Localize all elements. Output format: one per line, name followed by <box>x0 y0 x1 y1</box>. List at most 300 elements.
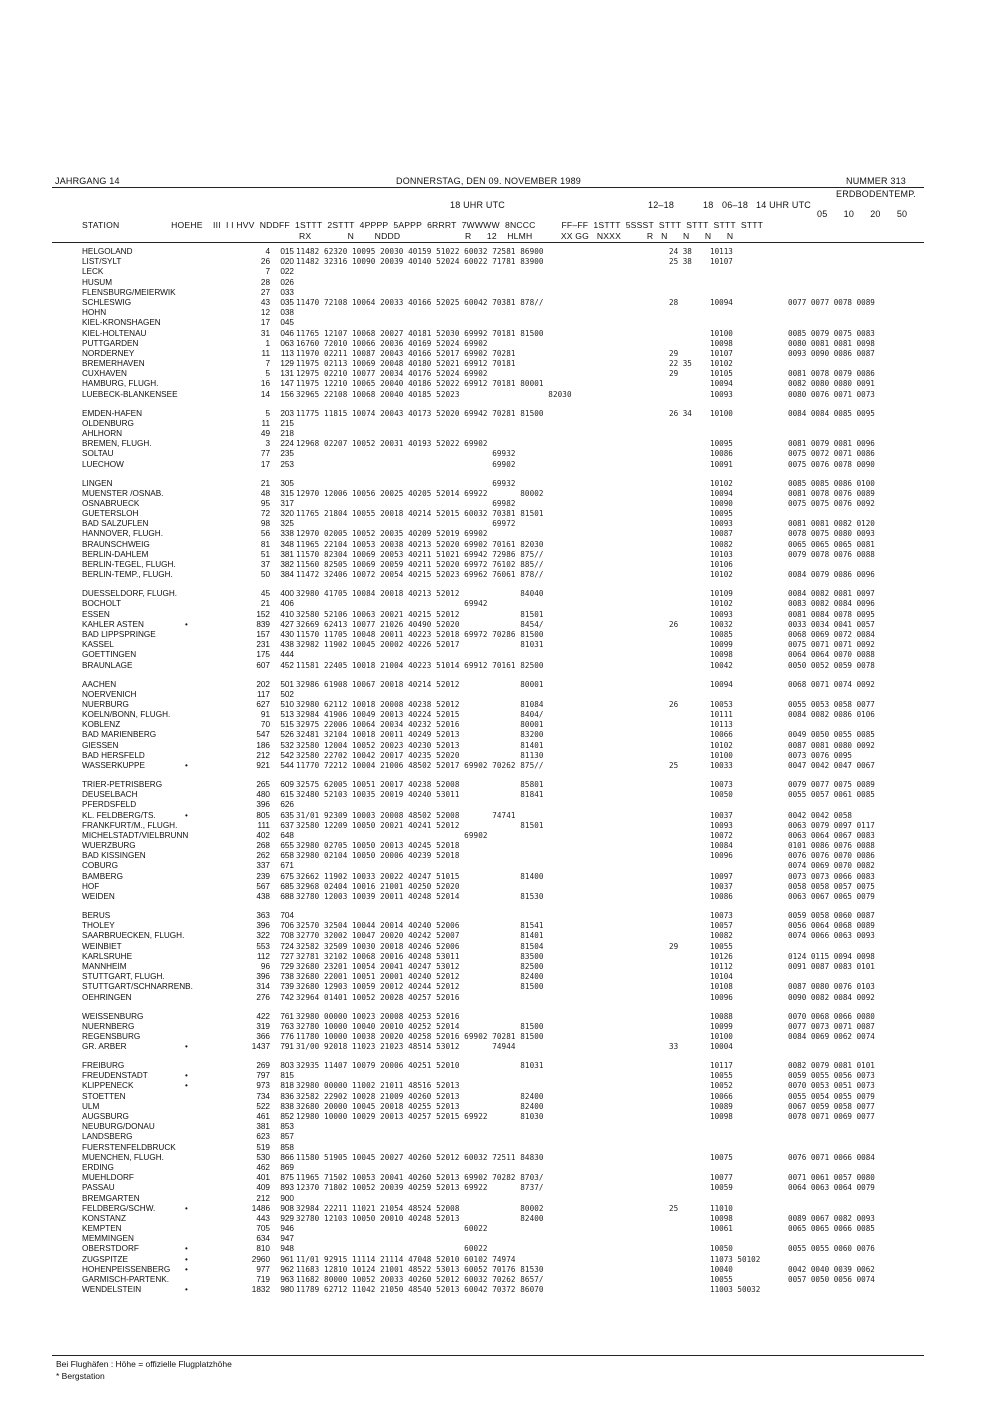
temperature-groups: 10105 <box>710 369 733 379</box>
station-row <box>82 499 912 509</box>
soil-temperatures: 0071 0061 0057 0080 <box>788 1173 875 1183</box>
temperature-groups: 10096 <box>710 851 733 861</box>
station-index: 501 <box>280 679 294 689</box>
station-index: 815 <box>280 1071 294 1081</box>
station-elevation: 438 <box>256 892 270 902</box>
station-elevation: 567 <box>256 881 270 891</box>
station-elevation: 1832 <box>251 1285 270 1295</box>
station-index: 113 <box>280 348 294 358</box>
synop-groups: 11765 12107 10068 20027 40181 52030 69992 70181 81500 <box>296 328 544 338</box>
temperature-groups: 10077 <box>710 1173 733 1183</box>
synop-groups: 69932 <box>296 449 516 459</box>
station-name: CUXHAVEN <box>82 369 127 379</box>
mountain-station-marker: • <box>185 1203 188 1213</box>
station-name: NOERVENICH <box>82 689 137 699</box>
station-elevation: 627 <box>256 699 270 709</box>
station-row <box>82 993 912 1003</box>
station-name: WEIDEN <box>82 892 115 902</box>
soil-temperatures: 0081 0078 0079 0086 <box>788 369 875 379</box>
station-name: AHLHORN <box>82 428 123 438</box>
station-elevation: 396 <box>256 800 270 810</box>
station-row <box>82 278 912 288</box>
synop-groups: 12970 12006 10056 20025 40205 52014 69922 80002 <box>296 488 544 498</box>
soil-temperatures: 0078 0075 0080 0093 <box>788 529 875 539</box>
station-index: 962 <box>280 1264 294 1274</box>
temperature-groups: 10084 <box>710 841 733 851</box>
station-row <box>82 519 912 529</box>
header-rule <box>52 187 924 188</box>
station-elevation: 49 <box>260 428 270 438</box>
station-elevation: 70 <box>260 720 270 730</box>
temperature-groups: 10098 <box>710 338 733 348</box>
station-row <box>82 329 912 339</box>
synop-groups: 32781 32102 10068 20016 40248 53011 83500 <box>296 951 544 961</box>
soil-temperatures: 0049 0050 0055 0085 <box>788 730 875 740</box>
station-index: 866 <box>280 1152 294 1162</box>
soil-temperatures: 0056 0064 0068 0089 <box>788 921 875 931</box>
soil-temperatures: 0079 0077 0075 0089 <box>788 779 875 789</box>
station-name: ZUGSPITZE <box>82 1254 128 1264</box>
station-row <box>82 390 912 400</box>
synop-groups: 11789 62712 11042 21050 48540 52013 60042 70372 86070 <box>296 1285 544 1295</box>
temperature-groups: 10073 <box>710 911 733 921</box>
station-name: WUERZBURG <box>82 841 136 851</box>
synop-groups: 11683 12810 10124 21001 48522 53013 60052 70176 81530 <box>296 1264 544 1274</box>
station-index: 235 <box>280 449 294 459</box>
station-row <box>82 610 912 620</box>
wind-gust-groups: 26 <box>669 619 679 629</box>
station-index: 045 <box>280 318 294 328</box>
soil-temperatures: 0059 0058 0060 0087 <box>788 911 875 921</box>
station-name: HOF <box>82 881 100 891</box>
station-elevation: 396 <box>256 972 270 982</box>
station-name: FLENSBURG/MEIERWIK <box>82 287 176 297</box>
synop-groups: 32980 41705 10084 20018 40213 52012 84040 <box>296 589 544 599</box>
soil-temperatures: 0055 0055 0060 0076 <box>788 1244 875 1254</box>
soil-temperatures: 0065 0065 0066 0085 <box>788 1224 875 1234</box>
station-row <box>82 761 912 771</box>
synop-groups: 32662 11902 10033 20022 40247 51015 81400 <box>296 871 544 881</box>
station-row <box>82 811 912 821</box>
temperature-groups: 10089 <box>710 1101 733 1111</box>
synop-groups: 32980 62112 10018 20008 40238 52012 81084 <box>296 699 544 709</box>
station-row <box>82 479 912 489</box>
synop-groups: 32968 02404 10016 21001 40250 52020 <box>296 881 460 891</box>
temperature-groups: 10126 <box>710 951 733 961</box>
soil-temperatures: 0084 0082 0086 0106 <box>788 710 875 720</box>
station-elevation: 7 <box>265 359 270 369</box>
station-name: HOHN <box>82 308 107 318</box>
station-index: 427 <box>280 619 294 629</box>
synop-groups: 12980 10000 10029 20013 40257 52015 69922 81030 <box>296 1112 544 1121</box>
station-index: 515 <box>280 720 294 730</box>
station-name: LUECHOW <box>82 459 124 469</box>
station-elevation: 262 <box>256 851 270 861</box>
station-index: 609 <box>280 779 294 789</box>
synop-groups: 32580 22702 10042 20017 40235 52020 81130 <box>296 750 544 760</box>
station-index: 648 <box>280 830 294 840</box>
station-name: TRIER-PETRISBERG <box>82 779 163 789</box>
station-name: OBERSTDORF <box>82 1244 139 1254</box>
soil-temperatures: 0075 0075 0076 0092 <box>788 498 875 508</box>
wind-gust-groups: 29 <box>669 369 679 379</box>
soil-temperatures: 0055 0057 0061 0085 <box>788 790 875 800</box>
temperature-groups: 10066 <box>710 730 733 740</box>
station-elevation: 231 <box>256 640 270 650</box>
soil-temperatures: 0084 0069 0062 0074 <box>788 1031 875 1041</box>
station-row <box>82 1234 912 1244</box>
station-elevation: 12 <box>260 308 270 318</box>
station-index: 063 <box>280 338 294 348</box>
station-elevation: 16 <box>260 379 270 389</box>
station-row <box>82 1244 912 1254</box>
station-elevation: 734 <box>256 1091 270 1101</box>
synop-groups: 69902 <box>296 830 488 840</box>
synop-groups: 32780 12103 10050 20010 40248 52013 82400 <box>296 1213 544 1223</box>
issue-number: NUMMER 313 <box>846 176 907 186</box>
station-elevation: 921 <box>256 761 270 770</box>
soil-temperatures: 0055 0053 0058 0077 <box>788 699 875 709</box>
temperature-groups: 10102 <box>710 478 733 488</box>
station-index: 946 <box>280 1224 294 1234</box>
synop-groups: 32984 41906 10049 20013 40224 52015 8404/ <box>296 710 544 720</box>
synop-groups: 32980 02705 10050 20013 40245 52018 <box>296 841 460 851</box>
station-row <box>82 1012 912 1022</box>
temperature-groups: 10073 <box>710 779 733 789</box>
station-row <box>82 349 912 359</box>
station-elevation: 977 <box>256 1264 270 1274</box>
temperature-groups: 10066 <box>710 1091 733 1101</box>
soil-temperatures: 0124 0115 0094 0098 <box>788 951 875 961</box>
station-name: BERLIN-TEMP., FLUGH. <box>82 570 173 580</box>
temperature-groups: 10086 <box>710 449 733 459</box>
station-elevation: 1437 <box>251 1042 270 1052</box>
station-name: AACHEN <box>82 679 117 689</box>
temperature-groups: 10093 <box>710 519 733 529</box>
station-elevation: 530 <box>256 1152 270 1162</box>
synop-groups: 32580 52106 10063 20021 40215 52012 81501 <box>296 609 544 619</box>
station-elevation: 157 <box>256 629 270 639</box>
mountain-station-marker: • <box>185 1264 188 1274</box>
station-index: 203 <box>280 408 294 418</box>
station-elevation: 402 <box>256 830 270 840</box>
station-index: 305 <box>280 478 294 488</box>
station-name: MICHELSTADT/VIELBRUNN <box>82 830 189 840</box>
temperature-groups: 10102 <box>710 359 733 369</box>
station-index: 729 <box>280 961 294 971</box>
station-index: 615 <box>280 790 294 800</box>
station-row <box>82 640 912 650</box>
synop-groups: 60022 <box>296 1224 488 1234</box>
footer-rule <box>52 1355 924 1356</box>
soil-temperatures: 0084 0079 0086 0096 <box>788 570 875 580</box>
station-row <box>82 1183 912 1193</box>
station-elevation: 95 <box>260 498 270 508</box>
station-name: DUESSELDORF, FLUGH. <box>82 589 178 599</box>
station-name: PUTTGARDEN <box>82 338 139 348</box>
station-index: 776 <box>280 1031 294 1041</box>
station-index: 963 <box>280 1275 294 1284</box>
station-elevation: 26 <box>260 257 270 267</box>
temperature-groups: 10037 <box>710 810 733 820</box>
station-elevation: 522 <box>256 1101 270 1111</box>
soil-temperatures: 0081 0078 0076 0089 <box>788 488 875 498</box>
station-name: OEHRINGEN <box>82 992 132 1002</box>
station-index: 400 <box>280 589 294 599</box>
station-row <box>82 267 912 277</box>
soil-temperatures: 0055 0054 0055 0079 <box>788 1091 875 1101</box>
station-row <box>82 1132 912 1142</box>
soil-temperatures: 0074 0066 0063 0093 <box>788 931 875 941</box>
temperature-groups: 10094 <box>710 379 733 389</box>
soil-temperatures: 0050 0052 0059 0078 <box>788 660 875 670</box>
station-row <box>82 851 912 861</box>
station-row <box>82 841 912 851</box>
temperature-groups: 10099 <box>710 1021 733 1031</box>
station-index: 875 <box>280 1173 294 1183</box>
temperature-groups: 10103 <box>710 549 733 559</box>
station-name: FREUDENSTADT <box>82 1071 148 1081</box>
station-elevation: 4 <box>265 247 270 256</box>
station-elevation: 805 <box>256 810 270 820</box>
mountain-station-marker: • <box>185 810 188 820</box>
station-row <box>82 308 912 318</box>
station-index: 026 <box>280 277 294 287</box>
station-group <box>82 680 912 772</box>
station-elevation: 98 <box>260 519 270 529</box>
soil-temperatures: 0082 0080 0080 0091 <box>788 379 875 389</box>
temperature-groups: 10111 <box>710 710 733 720</box>
soil-temperatures: 0067 0059 0058 0077 <box>788 1101 875 1111</box>
synop-groups: 32980 02104 10050 20006 40239 52018 <box>296 851 460 861</box>
synop-groups: 11560 82505 10069 20059 40211 52020 69972 76102 885// <box>296 560 544 570</box>
station-index: 526 <box>280 730 294 740</box>
station-elevation: 547 <box>256 730 270 740</box>
station-index: 022 <box>280 267 294 277</box>
station-elevation: 45 <box>260 589 270 599</box>
station-elevation: 27 <box>260 287 270 297</box>
temperature-groups: 10055 <box>710 1275 733 1284</box>
station-name: REGENSBURG <box>82 1031 141 1041</box>
station-index: 739 <box>280 982 294 992</box>
station-name: GOETTINGEN <box>82 650 137 660</box>
soil-temperatures: 0089 0067 0082 0093 <box>788 1213 875 1223</box>
station-row <box>82 892 912 902</box>
station-row <box>82 1275 912 1285</box>
synop-groups: 32680 12903 10059 20012 40244 52012 81500 <box>296 982 544 992</box>
synop-groups: 32935 11407 10079 20006 40251 52010 81031 <box>296 1061 544 1071</box>
wind-gust-groups: 25 <box>669 1203 679 1213</box>
wind-gust-groups: 29 <box>669 348 679 358</box>
soil-temperatures: 0058 0058 0057 0075 <box>788 881 875 891</box>
station-name: FELDBERG/SCHW. <box>82 1203 156 1213</box>
mountain-station-marker: • <box>185 761 188 770</box>
temperature-groups: 10100 <box>710 1031 733 1041</box>
temperature-groups: 10099 <box>710 640 733 650</box>
station-index: 961 <box>280 1254 294 1264</box>
station-name: ERDING <box>82 1162 114 1172</box>
station-name: THOLEY <box>82 921 115 931</box>
station-index: 444 <box>280 650 294 660</box>
soil-temperatures: 0085 0085 0086 0100 <box>788 478 875 488</box>
temperature-groups: 10050 <box>710 790 733 800</box>
station-row <box>82 419 912 429</box>
synop-groups: 11775 11815 10074 20043 40173 52020 69942 70281 81500 <box>296 408 544 418</box>
station-index: 761 <box>280 1011 294 1021</box>
station-name: BOCHOLT <box>82 599 121 609</box>
station-name: STUTTGART/SCHNARRENB. <box>82 982 193 992</box>
station-name: PASSAU <box>82 1183 115 1193</box>
temperature-groups: 10109 <box>710 589 733 599</box>
station-index: 317 <box>280 498 294 508</box>
station-row <box>82 730 912 740</box>
synop-groups: 32986 61908 10067 20018 40214 52012 80001 <box>296 679 544 689</box>
temperature-groups: 10090 <box>710 498 733 508</box>
station-index: 131 <box>280 369 294 379</box>
synop-groups: 32980 00000 11002 21011 48516 52013 <box>296 1081 460 1091</box>
station-name: KONSTANZ <box>82 1213 126 1223</box>
station-row <box>82 550 912 560</box>
temperature-groups: 10086 <box>710 892 733 902</box>
temperature-groups: 10108 <box>710 982 733 992</box>
synop-groups: 32984 22211 11021 21054 48524 52008 80002 <box>296 1203 544 1213</box>
soil-temperatures: 0079 0078 0076 0088 <box>788 549 875 559</box>
station-group <box>82 1012 912 1053</box>
station-index: 147 <box>280 379 294 389</box>
synop-groups: 60022 <box>296 1244 488 1254</box>
station-row <box>82 529 912 539</box>
soil-temperatures: 0047 0042 0047 0067 <box>788 761 875 770</box>
station-index: 635 <box>280 810 294 820</box>
station-name: HOHENPEISSENBERG <box>82 1264 171 1274</box>
synop-groups: 32680 22001 10051 20001 40240 52012 82400 <box>296 972 544 982</box>
soil-temperatures: 0075 0072 0071 0086 <box>788 449 875 459</box>
station-row <box>82 257 912 267</box>
soil-temperatures: 0063 0079 0097 0117 <box>788 820 875 830</box>
station-row <box>82 339 912 349</box>
station-elevation: 623 <box>256 1132 270 1142</box>
soil-temperatures: 0084 0082 0081 0097 <box>788 589 875 599</box>
station-elevation: 553 <box>256 941 270 951</box>
temperature-groups: 10098 <box>710 1112 733 1121</box>
station-index: 704 <box>280 911 294 921</box>
station-name: GIESSEN <box>82 740 119 750</box>
station-index: 869 <box>280 1162 294 1172</box>
station-row <box>82 369 912 379</box>
station-elevation: 7 <box>265 267 270 277</box>
temperature-groups: 10098 <box>710 1213 733 1223</box>
station-elevation: 91 <box>260 710 270 720</box>
soil-depths: 05 10 20 50 <box>817 209 908 219</box>
soil-temperatures: 0087 0080 0076 0103 <box>788 982 875 992</box>
column-header-row2: RX N NDDD R 12 HLMH XX GG NXXX R N N N N <box>299 231 734 241</box>
station-index: 033 <box>280 287 294 297</box>
station-index: 253 <box>280 459 294 469</box>
station-elevation: 366 <box>256 1031 270 1041</box>
station-name: ESSEN <box>82 609 110 619</box>
station-row <box>82 1081 912 1091</box>
temperature-groups: 10093 <box>710 820 733 830</box>
synop-groups: 69982 <box>296 498 516 508</box>
synop-groups: 32975 22006 10064 20034 40232 52016 80001 <box>296 720 544 730</box>
station-name: GARMISCH-PARTENK. <box>82 1275 170 1284</box>
soil-temperatures: 0059 0055 0056 0073 <box>788 1071 875 1081</box>
synop-groups: 11965 71502 10053 20041 40260 52013 69902 70282 8703/ <box>296 1173 544 1183</box>
temperature-groups: 11010 <box>710 1203 733 1213</box>
station-elevation: 202 <box>256 679 270 689</box>
soil-temperatures: 0073 0073 0066 0083 <box>788 871 875 881</box>
synop-groups: 11581 22405 10018 21004 40223 51014 69912 70161 82500 <box>296 660 544 670</box>
temperature-groups: 10104 <box>710 972 733 982</box>
station-index: 320 <box>280 509 294 519</box>
synop-groups: 32480 52103 10035 20019 40240 53011 81841 <box>296 790 544 800</box>
soil-temperatures: 0077 0077 0078 0089 <box>788 297 875 307</box>
station-elevation: 50 <box>260 570 270 580</box>
station-elevation: 56 <box>260 529 270 539</box>
station-row <box>82 680 912 690</box>
station-name: LANDSBERG <box>82 1132 133 1142</box>
synop-groups: 11580 51905 10045 20027 40260 52012 60032 72511 84830 <box>296 1152 544 1162</box>
station-index: 038 <box>280 308 294 318</box>
soil-temperatures: 0080 0081 0081 0098 <box>788 338 875 348</box>
station-row <box>82 1092 912 1102</box>
station-index: 655 <box>280 841 294 851</box>
station-row <box>82 1163 912 1173</box>
temperature-groups: 10107 <box>710 348 733 358</box>
synop-groups: 32481 32104 10018 20011 40249 52013 83200 <box>296 730 544 740</box>
temperature-groups: 10033 <box>710 761 733 770</box>
station-elevation: 212 <box>256 750 270 760</box>
temperature-groups: 10059 <box>710 1183 733 1193</box>
station-index: 685 <box>280 881 294 891</box>
soil-temperatures: 0085 0079 0075 0083 <box>788 328 875 338</box>
temperature-groups: 10037 <box>710 881 733 891</box>
station-row <box>82 1285 912 1295</box>
station-name: LECK <box>82 267 104 277</box>
station-name: SCHLESWIG <box>82 297 132 307</box>
station-row <box>82 650 912 660</box>
station-name: KASSEL <box>82 640 114 650</box>
station-index: 853 <box>280 1122 294 1132</box>
wind-gust-groups: 25 38 <box>669 257 692 267</box>
mountain-station-marker: • <box>185 1081 188 1091</box>
station-elevation: 443 <box>256 1213 270 1223</box>
station-index: 838 <box>280 1101 294 1111</box>
soil-temperatures: 0068 0071 0074 0092 <box>788 679 875 689</box>
station-row <box>82 741 912 751</box>
station-row <box>82 318 912 328</box>
station-name: BRAUNLAGE <box>82 660 133 670</box>
station-row <box>82 570 912 580</box>
mountain-station-marker: • <box>185 1244 188 1254</box>
station-name: BREMEN, FLUGH. <box>82 439 152 449</box>
synop-groups: 11765 21804 10055 20018 40214 52015 60032 70381 81501 <box>296 509 544 519</box>
station-name: FRANKFURT/M., FLUGH. <box>82 820 178 830</box>
station-row <box>82 1112 912 1122</box>
station-index: 738 <box>280 972 294 982</box>
station-index: 791 <box>280 1042 294 1052</box>
mountain-station-marker: • <box>185 1071 188 1081</box>
station-row <box>82 298 912 308</box>
station-name: BERUS <box>82 911 111 921</box>
synop-groups: 69932 <box>296 478 516 488</box>
station-index: 410 <box>280 609 294 619</box>
station-elevation: 705 <box>256 1224 270 1234</box>
wind-gust-groups: 25 <box>669 761 679 770</box>
station-name: KOBLENZ <box>82 720 121 730</box>
station-index: 430 <box>280 629 294 639</box>
station-index: 708 <box>280 931 294 941</box>
